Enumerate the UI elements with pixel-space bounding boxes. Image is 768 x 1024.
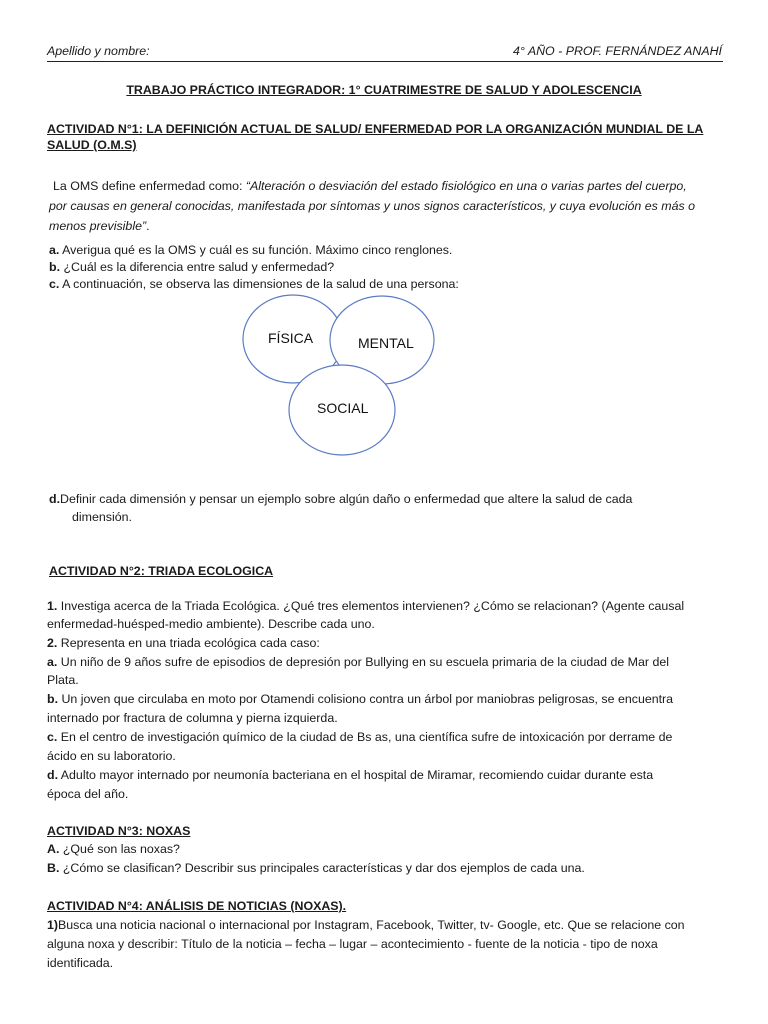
act3-item-a: A. ¿Qué son las noxas? xyxy=(47,842,180,856)
act1-item-c: c. A continuación, se observa las dimensiones de la salud de una persona: xyxy=(49,277,459,291)
act2-case-c-line1: c. En el centro de investigación químico de la ciudad de Bs as, una científica sufre de intoxicación por derrame de xyxy=(47,730,673,744)
act1-item-a: a. Averigua qué es la OMS y cuál es su función. Máximo cinco renglones. xyxy=(49,243,453,257)
definition-line3: menos previsible”. xyxy=(49,219,150,233)
act1-heading-line1: ACTIVIDAD N°1: LA DEFINICIÓN ACTUAL DE SALUD/ ENFERMEDAD POR LA ORGANIZACIÓN MUNDIAL DE LA xyxy=(47,122,704,136)
mental-label: MENTAL xyxy=(358,335,414,351)
health-dimensions-diagram xyxy=(230,290,450,470)
act4-item-1-line3: identificada. xyxy=(47,956,114,970)
definition-line2: por causas en general conocidas, manifestada por síntomas y unos signos característicos, y cuya evolución es más o xyxy=(49,199,696,213)
act1-item-b: b. ¿Cuál es la diferencia entre salud y enfermedad? xyxy=(49,260,335,274)
act2-item-2: 2. Representa en una triada ecológica cada caso: xyxy=(47,636,320,650)
act3-heading: ACTIVIDAD N°3: NOXAS xyxy=(47,824,191,838)
act3-item-b: B. ¿Cómo se clasifican? Describir sus principales características y dar dos ejemplos de cada una. xyxy=(47,861,585,875)
fisica-label: FÍSICA xyxy=(268,330,314,346)
act4-heading: ACTIVIDAD N°4: ANÁLISIS DE NOTICIAS (NOXAS). xyxy=(47,899,347,913)
act1-item-d-line2: dimensión. xyxy=(72,510,132,524)
act2-case-d-line2: época del año. xyxy=(47,787,129,801)
act4-item-1-line1: 1)Busca una noticia nacional o internacional por Instagram, Facebook, Twitter, tv- Google, etc. Que se relacione con xyxy=(47,918,685,932)
act4-item-1-line2: alguna noxa y describir: Título de la noticia – fecha – lugar – acontecimiento - fuente de la noticia - tipo de noxa xyxy=(47,937,658,951)
act1-item-d-line1: d.Definir cada dimensión y pensar un ejemplo sobre algún daño o enfermedad que altere la salud de cada xyxy=(49,492,633,506)
header-name-label: Apellido y nombre: xyxy=(47,44,150,58)
act2-heading: ACTIVIDAD N°2: TRIADA ECOLOGICA xyxy=(49,564,274,578)
definition-line1: La OMS define enfermedad como: “Alteración o desviación del estado fisiológico en una o varias partes del cuerpo, xyxy=(53,179,687,193)
header-divider xyxy=(47,61,723,62)
act2-item-1-line2: enfermedad-huésped-medio ambiente). Describe cada uno. xyxy=(47,617,375,631)
page-title: TRABAJO PRÁCTICO INTEGRADOR: 1° CUATRIMESTRE DE SALUD Y ADOLESCENCIA xyxy=(126,83,642,97)
act2-case-b-line2: internado por fractura de columna y pierna izquierda. xyxy=(47,711,338,725)
act2-case-a-line2: Plata. xyxy=(47,673,79,687)
act2-case-d-line1: d. Adulto mayor internado por neumonía bacteriana en el hospital de Miramar, recomiendo cuidar durante esta xyxy=(47,768,654,782)
act2-case-b-line1: b. Un joven que circulaba en moto por Otamendi colisiono contra un árbol por maniobras peligrosas, se encuentra xyxy=(47,692,674,706)
act1-heading-line2: SALUD (O.M.S) xyxy=(47,138,137,152)
header-course-label: 4° AÑO - PROF. FERNÁNDEZ ANAHÍ xyxy=(513,44,722,58)
act2-item-1-line1: 1. Investiga acerca de la Triada Ecológica. ¿Qué tres elementos intervienen? ¿Cómo se relacionan? (Agente causal xyxy=(47,599,685,613)
social-label: SOCIAL xyxy=(317,400,369,416)
act2-case-a-line1: a. Un niño de 9 años sufre de episodios de depresión por Bullying en su escuela primaria de la ciudad de Mar del xyxy=(47,655,669,669)
act2-case-c-line2: ácido en su laboratorio. xyxy=(47,749,176,763)
